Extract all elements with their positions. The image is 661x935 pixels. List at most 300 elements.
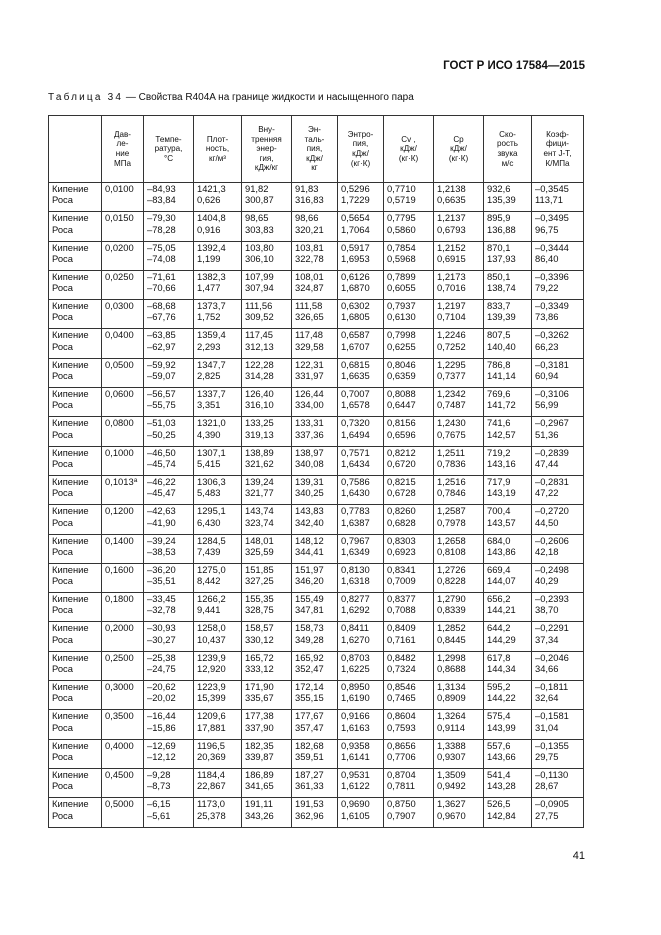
w-liquid-value: 595,2 (487, 681, 511, 693)
t-liquid-value: –79,30 (147, 212, 176, 224)
jt-vapor-value: 29,75 (535, 750, 559, 762)
s-liquid-value: 0,7586 (341, 475, 370, 487)
rho-cell (194, 446, 242, 475)
h-liquid-value: 155,49 (295, 593, 324, 605)
t-liquid-value: –16,44 (147, 710, 176, 722)
t-liquid-value: –33,45 (147, 593, 176, 605)
pressure-value: 0,1600 (105, 563, 134, 575)
t-cell (144, 329, 194, 358)
h-liquid-value: 103,81 (295, 241, 324, 253)
header-cv: Cv , кДж/ (кг·К) (384, 116, 434, 183)
cp-vapor-value: 0,8339 (437, 604, 466, 616)
h-vapor-value: 342,40 (295, 516, 324, 528)
t-liquid-value: –42,63 (147, 505, 176, 517)
state-cell (49, 358, 102, 387)
u-liquid-value: 138,89 (245, 446, 274, 458)
jt-liquid-value: –0,2839 (535, 446, 569, 458)
s-liquid-value: 0,9690 (341, 798, 370, 810)
state-vapor-label: Роса (52, 487, 73, 499)
rho-vapor-value: 6,430 (197, 516, 221, 528)
cv-liquid-value: 0,8546 (387, 681, 416, 693)
cv-vapor-value: 0,7088 (387, 604, 416, 616)
u-cell (242, 622, 292, 651)
s-vapor-value: 1,6292 (341, 604, 370, 616)
t-liquid-value: –39,24 (147, 534, 176, 546)
u-cell (242, 270, 292, 299)
w-vapor-value: 143,57 (487, 516, 516, 528)
w-cell (484, 651, 532, 680)
cp-vapor-value: 0,9492 (437, 780, 466, 792)
t-vapor-value: –50,25 (147, 428, 176, 440)
jt-liquid-value: –0,3262 (535, 329, 569, 341)
cv-cell (384, 710, 434, 739)
s-liquid-value: 0,6126 (341, 270, 370, 282)
w-cell (484, 681, 532, 710)
cv-vapor-value: 0,6130 (387, 311, 416, 323)
rho-cell (194, 358, 242, 387)
u-vapor-value: 303,83 (245, 223, 274, 235)
cp-liquid-value: 1,2246 (437, 329, 466, 341)
w-vapor-value: 144,22 (487, 692, 516, 704)
header-enthalpy: Эн- таль- пия, кДж/ кг (292, 116, 338, 183)
u-vapor-value: 327,25 (245, 575, 274, 587)
h-cell (292, 358, 338, 387)
h-vapor-value: 340,08 (295, 457, 324, 469)
rho-cell (194, 622, 242, 651)
w-vapor-value: 135,39 (487, 194, 516, 206)
cp-liquid-value: 1,3388 (437, 739, 466, 751)
jt-cell (532, 388, 584, 417)
w-liquid-value: 850,1 (487, 270, 511, 282)
u-cell (242, 358, 292, 387)
state-liquid-label: Кипение (52, 183, 89, 194)
cp-cell (434, 710, 484, 739)
w-liquid-value: 656,2 (487, 593, 511, 605)
h-vapor-value: 316,83 (295, 194, 324, 206)
s-cell (338, 183, 384, 212)
h-liquid-value: 108,01 (295, 270, 324, 282)
u-liquid-value: 103,80 (245, 241, 274, 253)
u-vapor-value: 306,10 (245, 252, 274, 264)
rho-vapor-value: 7,439 (197, 545, 221, 557)
table-row (49, 417, 584, 446)
state-cell (49, 183, 102, 212)
s-liquid-value: 0,8130 (341, 563, 370, 575)
table-row (49, 651, 584, 680)
h-vapor-value: 322,78 (295, 252, 324, 264)
cp-cell (434, 329, 484, 358)
jt-cell (532, 358, 584, 387)
jt-liquid-value: –0,3545 (535, 183, 569, 194)
cv-liquid-value: 0,8604 (387, 710, 416, 722)
cp-cell (434, 417, 484, 446)
cv-vapor-value: 0,6720 (387, 457, 416, 469)
state-liquid-label: Кипение (52, 534, 89, 546)
w-vapor-value: 140,40 (487, 340, 516, 352)
u-cell (242, 183, 292, 212)
cp-cell (434, 651, 484, 680)
h-liquid-value: 191,53 (295, 798, 324, 810)
jt-vapor-value: 34,66 (535, 663, 559, 675)
rho-liquid-value: 1347,7 (197, 358, 226, 370)
header-temperature: Темпе- ратура, °C (144, 116, 194, 183)
state-liquid-label: Кипение (52, 388, 89, 400)
jt-liquid-value: –0,3106 (535, 388, 569, 400)
s-cell (338, 768, 384, 797)
s-liquid-value: 0,8277 (341, 593, 370, 605)
t-cell (144, 446, 194, 475)
s-cell (338, 622, 384, 651)
t-vapor-value: –32,78 (147, 604, 176, 616)
h-vapor-value: 347,81 (295, 604, 324, 616)
w-cell (484, 739, 532, 768)
cp-cell (434, 212, 484, 241)
jt-vapor-value: 51,36 (535, 428, 559, 440)
h-cell (292, 534, 338, 563)
u-liquid-value: 107,99 (245, 270, 274, 282)
cp-cell (434, 241, 484, 270)
jt-cell (532, 212, 584, 241)
w-cell (484, 446, 532, 475)
cv-cell (384, 388, 434, 417)
state-liquid-label: Кипение (52, 622, 89, 634)
cv-cell (384, 212, 434, 241)
jt-liquid-value: –0,0905 (535, 798, 569, 810)
s-liquid-value: 0,6815 (341, 358, 370, 370)
t-vapor-value: –5,61 (147, 809, 171, 821)
s-cell (338, 417, 384, 446)
w-vapor-value: 144,21 (487, 604, 516, 616)
h-vapor-value: 352,47 (295, 663, 324, 675)
state-vapor-label: Роса (52, 252, 73, 264)
h-cell (292, 505, 338, 534)
s-liquid-value: 0,6587 (341, 329, 370, 341)
s-liquid-value: 0,7007 (341, 388, 370, 400)
w-liquid-value: 526,5 (487, 798, 511, 810)
pressure-cell (102, 475, 144, 504)
cp-vapor-value: 0,7487 (437, 399, 466, 411)
t-cell (144, 534, 194, 563)
cv-liquid-value: 0,7710 (387, 183, 416, 194)
t-vapor-value: –78,28 (147, 223, 176, 235)
rho-cell (194, 329, 242, 358)
rho-cell (194, 651, 242, 680)
cv-vapor-value: 0,6728 (387, 487, 416, 499)
table-row (49, 681, 584, 710)
cp-liquid-value: 1,3134 (437, 681, 466, 693)
cv-cell (384, 329, 434, 358)
t-liquid-value: –51,03 (147, 417, 176, 429)
h-vapor-value: 329,58 (295, 340, 324, 352)
cp-vapor-value: 0,8228 (437, 575, 466, 587)
state-cell (49, 593, 102, 622)
table-row (49, 475, 584, 504)
s-vapor-value: 1,6578 (341, 399, 370, 411)
jt-cell (532, 593, 584, 622)
u-liquid-value: 148,01 (245, 534, 274, 546)
rho-vapor-value: 1,752 (197, 311, 221, 323)
t-cell (144, 739, 194, 768)
cp-liquid-value: 1,2790 (437, 593, 466, 605)
state-vapor-label: Роса (52, 282, 73, 294)
s-liquid-value: 0,8950 (341, 681, 370, 693)
state-liquid-label: Кипение (52, 329, 89, 341)
w-cell (484, 388, 532, 417)
h-cell (292, 388, 338, 417)
pressure-cell (102, 739, 144, 768)
u-liquid-value: 182,35 (245, 739, 274, 751)
state-vapor-label: Роса (52, 311, 73, 323)
jt-vapor-value: 73,86 (535, 311, 559, 323)
state-cell (49, 798, 102, 827)
state-liquid-label: Кипение (52, 681, 89, 693)
t-vapor-value: –35,51 (147, 575, 176, 587)
u-cell (242, 739, 292, 768)
s-vapor-value: 1,6494 (341, 428, 370, 440)
state-vapor-label: Роса (52, 370, 73, 382)
t-liquid-value: –59,92 (147, 358, 176, 370)
table-row (49, 768, 584, 797)
w-vapor-value: 136,88 (487, 223, 516, 235)
cv-vapor-value: 0,6055 (387, 282, 416, 294)
u-liquid-value: 111,56 (245, 300, 273, 312)
cv-cell (384, 505, 434, 534)
cp-vapor-value: 0,9307 (437, 750, 466, 762)
w-cell (484, 241, 532, 270)
table-row (49, 739, 584, 768)
cv-liquid-value: 0,8212 (387, 446, 416, 458)
pressure-cell (102, 622, 144, 651)
w-liquid-value: 541,4 (487, 768, 511, 780)
t-cell (144, 563, 194, 592)
w-cell (484, 329, 532, 358)
jt-cell (532, 475, 584, 504)
jt-liquid-value: –0,2967 (535, 417, 569, 429)
w-liquid-value: 786,8 (487, 358, 511, 370)
pressure-value: 0,1200 (105, 505, 134, 517)
pressure-value: 0,3500 (105, 710, 134, 722)
jt-cell (532, 768, 584, 797)
cp-cell (434, 681, 484, 710)
pressure-cell (102, 183, 144, 212)
rho-vapor-value: 2,293 (197, 340, 221, 352)
pressure-value: 0,4000 (105, 739, 134, 751)
h-liquid-value: 91,83 (295, 183, 319, 194)
cv-cell (384, 183, 434, 212)
u-liquid-value: 139,24 (245, 475, 274, 487)
cv-vapor-value: 0,6923 (387, 545, 416, 557)
pressure-cell (102, 270, 144, 299)
s-cell (338, 241, 384, 270)
table-row (49, 212, 584, 241)
state-liquid-label: Кипение (52, 768, 89, 780)
u-vapor-value: 300,87 (245, 194, 274, 206)
state-cell (49, 651, 102, 680)
cp-vapor-value: 0,6915 (437, 252, 466, 264)
pressure-cell (102, 593, 144, 622)
u-liquid-value: 155,35 (245, 593, 274, 605)
u-cell (242, 505, 292, 534)
s-vapor-value: 1,6122 (341, 780, 370, 792)
t-vapor-value: –12,12 (147, 750, 176, 762)
jt-cell (532, 505, 584, 534)
cp-cell (434, 768, 484, 797)
t-liquid-value: –71,61 (147, 270, 176, 282)
rho-cell (194, 475, 242, 504)
cv-cell (384, 358, 434, 387)
pressure-cell (102, 358, 144, 387)
state-cell (49, 505, 102, 534)
u-liquid-value: 91,82 (245, 183, 269, 194)
cv-vapor-value: 0,5968 (387, 252, 416, 264)
s-cell (338, 358, 384, 387)
rho-vapor-value: 2,825 (197, 370, 221, 382)
rho-liquid-value: 1392,4 (197, 241, 226, 253)
cv-liquid-value: 0,8482 (387, 651, 416, 663)
table-header-row (49, 116, 584, 183)
h-liquid-value: 182,68 (295, 739, 324, 751)
s-liquid-value: 0,6302 (341, 300, 370, 312)
h-cell (292, 681, 338, 710)
pressure-cell (102, 388, 144, 417)
s-liquid-value: 0,5654 (341, 212, 370, 224)
t-cell (144, 358, 194, 387)
header-state (49, 116, 102, 183)
rho-liquid-value: 1173,0 (197, 798, 225, 810)
rho-liquid-value: 1209,6 (197, 710, 226, 722)
h-cell (292, 739, 338, 768)
u-vapor-value: 319,13 (245, 428, 274, 440)
w-cell (484, 563, 532, 592)
u-vapor-value: 339,87 (245, 750, 274, 762)
cp-vapor-value: 0,8108 (437, 545, 466, 557)
s-vapor-value: 1,6163 (341, 721, 370, 733)
w-liquid-value: 717,9 (487, 475, 511, 487)
state-liquid-label: Кипение (52, 505, 89, 517)
t-vapor-value: –24,75 (147, 663, 176, 675)
jt-liquid-value: –0,3396 (535, 270, 569, 282)
h-vapor-value: 334,00 (295, 399, 324, 411)
h-liquid-value: 139,31 (295, 475, 324, 487)
s-liquid-value: 0,9166 (341, 710, 370, 722)
cp-vapor-value: 0,7016 (437, 282, 466, 294)
state-vapor-label: Роса (52, 663, 73, 675)
cv-cell (384, 270, 434, 299)
pressure-cell (102, 446, 144, 475)
t-vapor-value: –67,76 (147, 311, 176, 323)
jt-liquid-value: –0,1811 (535, 681, 569, 693)
cv-vapor-value: 0,6255 (387, 340, 416, 352)
pressure-cell (102, 417, 144, 446)
state-vapor-label: Роса (52, 457, 73, 469)
jt-cell (532, 241, 584, 270)
cv-vapor-value: 0,7593 (387, 721, 416, 733)
t-vapor-value: –59,07 (147, 370, 176, 382)
pressure-cell (102, 329, 144, 358)
cp-liquid-value: 1,3509 (437, 768, 466, 780)
h-liquid-value: 133,31 (295, 417, 324, 429)
u-cell (242, 798, 292, 827)
jt-cell (532, 270, 584, 299)
rho-liquid-value: 1337,7 (197, 388, 226, 400)
u-vapor-value: 312,13 (245, 340, 274, 352)
w-cell (484, 212, 532, 241)
u-vapor-value: 316,10 (245, 399, 274, 411)
state-liquid-label: Кипение (52, 417, 89, 429)
t-cell (144, 388, 194, 417)
u-liquid-value: 191,11 (245, 798, 273, 810)
cp-cell (434, 798, 484, 827)
cv-liquid-value: 0,8156 (387, 417, 416, 429)
header-cp: Cp кДж/ (кг·К) (434, 116, 484, 183)
w-vapor-value: 144,07 (487, 575, 516, 587)
s-liquid-value: 0,5296 (341, 183, 370, 194)
s-cell (338, 681, 384, 710)
w-vapor-value: 141,72 (487, 399, 516, 411)
rho-cell (194, 710, 242, 739)
s-cell (338, 270, 384, 299)
state-cell (49, 388, 102, 417)
cv-vapor-value: 0,6359 (387, 370, 416, 382)
state-liquid-label: Кипение (52, 300, 89, 312)
jt-liquid-value: –0,2498 (535, 563, 569, 575)
t-vapor-value: –62,97 (147, 340, 176, 352)
cv-vapor-value: 0,6596 (387, 428, 416, 440)
s-liquid-value: 0,8411 (341, 622, 369, 634)
state-cell (49, 270, 102, 299)
rho-cell (194, 183, 242, 212)
w-liquid-value: 769,6 (487, 388, 511, 400)
s-cell (338, 212, 384, 241)
cp-liquid-value: 1,2998 (437, 651, 466, 663)
u-cell (242, 241, 292, 270)
s-cell (338, 475, 384, 504)
w-liquid-value: 833,7 (487, 300, 511, 312)
jt-liquid-value: –0,2606 (535, 534, 569, 546)
s-cell (338, 446, 384, 475)
w-vapor-value: 143,19 (487, 487, 516, 499)
rho-cell (194, 300, 242, 329)
t-liquid-value: –46,22 (147, 475, 176, 487)
state-liquid-label: Кипение (52, 651, 89, 663)
w-vapor-value: 144,29 (487, 633, 516, 645)
table-row (49, 300, 584, 329)
jt-vapor-value: 66,23 (535, 340, 559, 352)
t-liquid-value: –84,93 (147, 183, 176, 194)
u-vapor-value: 335,67 (245, 692, 274, 704)
jt-vapor-value: 27,75 (535, 809, 559, 821)
h-vapor-value: 359,51 (295, 750, 324, 762)
w-liquid-value: 719,2 (487, 446, 511, 458)
u-cell (242, 329, 292, 358)
w-liquid-value: 895,9 (487, 212, 511, 224)
rho-liquid-value: 1284,5 (197, 534, 226, 546)
rho-vapor-value: 0,916 (197, 223, 221, 235)
pressure-cell (102, 681, 144, 710)
u-liquid-value: 126,40 (245, 388, 274, 400)
w-liquid-value: 617,8 (487, 651, 511, 663)
state-vapor-label: Роса (52, 692, 73, 704)
w-cell (484, 358, 532, 387)
cp-cell (434, 183, 484, 212)
state-vapor-label: Роса (52, 545, 73, 557)
state-liquid-label: Кипение (52, 593, 89, 605)
w-liquid-value: 557,6 (487, 739, 511, 751)
h-liquid-value: 122,31 (295, 358, 324, 370)
table-caption-text: — Свойства R404A на границе жидкости и насыщенного пара (123, 92, 414, 103)
h-vapor-value: 361,33 (295, 780, 324, 792)
cv-vapor-value: 0,7009 (387, 575, 416, 587)
